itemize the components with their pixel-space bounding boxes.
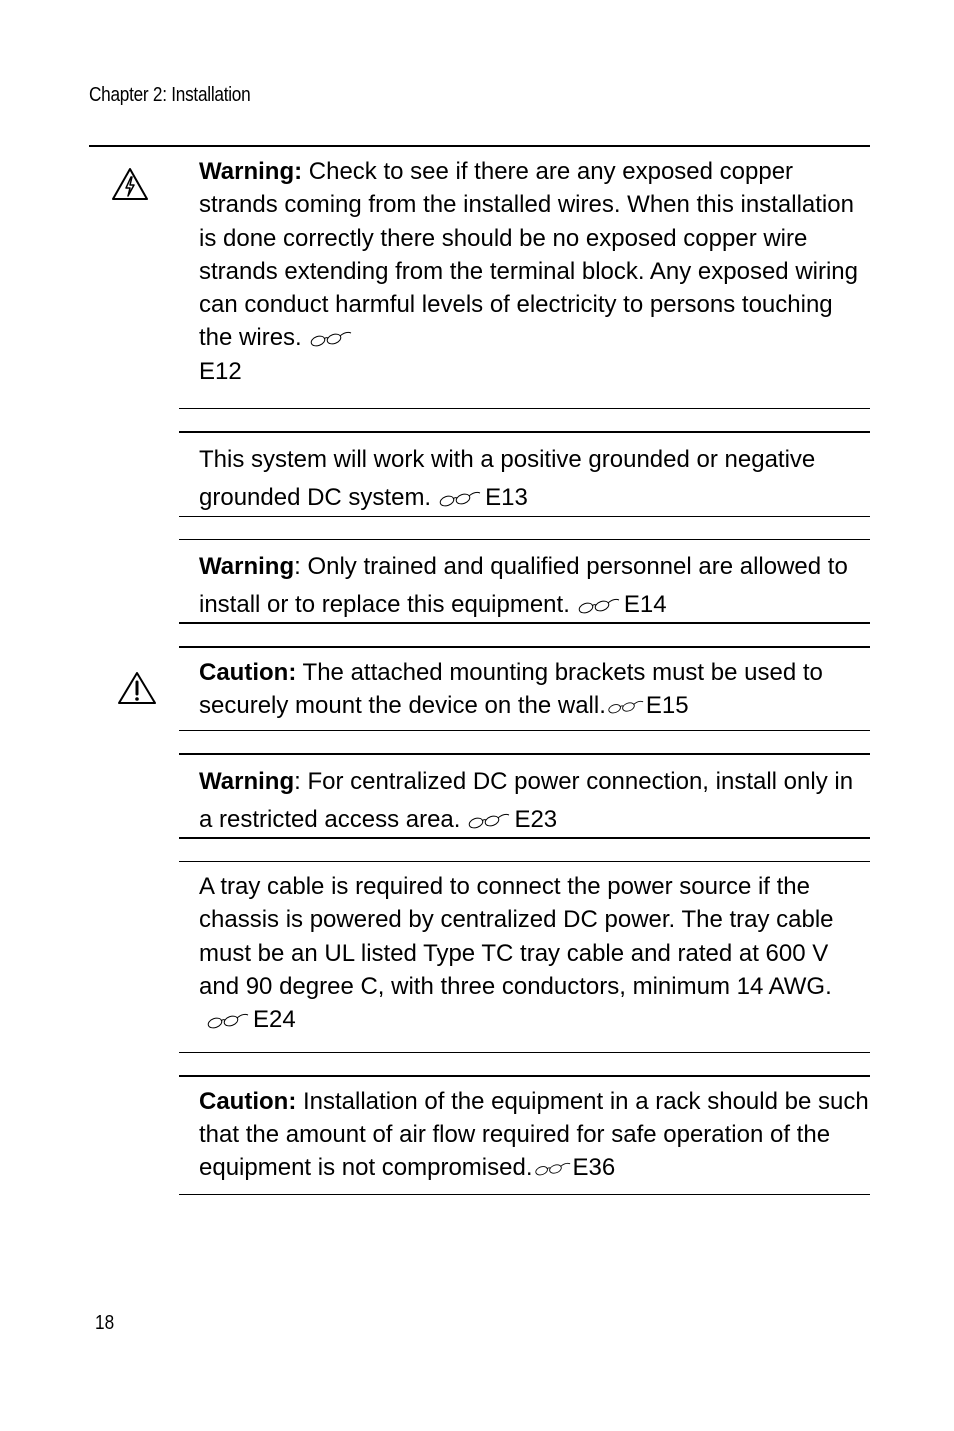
- notice-e23: [199, 763, 864, 839]
- reference-code: E36: [572, 1154, 616, 1181]
- divider: [179, 539, 870, 540]
- notice-label: Warning:: [199, 158, 303, 185]
- divider: [89, 145, 870, 147]
- notice-e15: [199, 656, 864, 722]
- notice-label: Caution:: [199, 659, 297, 686]
- glasses-reference-icon: [308, 331, 352, 347]
- glasses-reference-icon: [533, 1161, 571, 1177]
- divider: [179, 861, 870, 862]
- notice-text: Check to see if there are any exposed copper strands coming from the installed wires. When this installation is done correctly there should be no exposed copper wire strands extending from the terminal block. Any exposed wiring can conduct harmful levels of electricity to persons touching the wires.: [199, 158, 859, 352]
- caution-triangle-icon: [117, 671, 157, 705]
- notice-label: Warning: [199, 768, 295, 795]
- glasses-reference-icon: [606, 699, 644, 715]
- reference-code: E14: [623, 591, 667, 618]
- notice-label: Warning: [199, 553, 295, 580]
- divider: [179, 753, 870, 755]
- page-number: 18: [95, 1312, 115, 1334]
- reference-code: E23: [514, 806, 558, 833]
- reference-code: E24: [253, 1006, 296, 1034]
- reference-code: E13: [485, 484, 528, 511]
- divider: [179, 837, 870, 839]
- divider: [179, 431, 870, 433]
- notice-e13: [199, 441, 864, 517]
- notice-text: Installation of the equipment in a rack should be such that the amount of air flow required for safe operation of the equipment is not compromised.: [199, 1088, 869, 1181]
- glasses-reference-icon: [205, 1013, 249, 1029]
- divider: [179, 730, 870, 731]
- notice-e24: [199, 870, 864, 1036]
- glasses-reference-icon: [466, 813, 510, 829]
- divider: [179, 408, 870, 409]
- notice-e14: [199, 548, 864, 624]
- reference-code: E15: [645, 692, 689, 719]
- divider: [179, 622, 870, 624]
- notice-label: Caution:: [199, 1088, 297, 1115]
- electric-hazard-triangle-icon: [111, 167, 149, 201]
- divider: [179, 1075, 870, 1077]
- notice-text: : For centralized DC power connection, install only in a restricted access area.: [199, 768, 854, 833]
- divider: [179, 1052, 870, 1053]
- running-header: Chapter 2: Installation: [89, 84, 251, 106]
- reference-code: E12: [199, 357, 242, 385]
- divider: [179, 516, 870, 517]
- divider: [179, 646, 870, 648]
- divider: [179, 1194, 870, 1195]
- notice-text: A tray cable is required to connect the power source if the chassis is powered by centralized DC power. The tray cable must be an UL listed Type TC tray cable and rated at 600 V and 90 degree C, with three conductors, minimum 14 AWG.: [199, 873, 834, 1000]
- notice-text: The attached mounting brackets must be used to securely mount the device on the wall.: [199, 659, 823, 719]
- glasses-reference-icon: [576, 598, 620, 614]
- notice-e12: [199, 155, 864, 388]
- notice-text: This system will work with a positive grounded or negative grounded DC system.: [199, 446, 816, 511]
- notice-text: : Only trained and qualified personnel are allowed to install or to replace this equipment.: [199, 553, 848, 618]
- glasses-reference-icon: [437, 491, 481, 507]
- notice-e36: [199, 1085, 869, 1184]
